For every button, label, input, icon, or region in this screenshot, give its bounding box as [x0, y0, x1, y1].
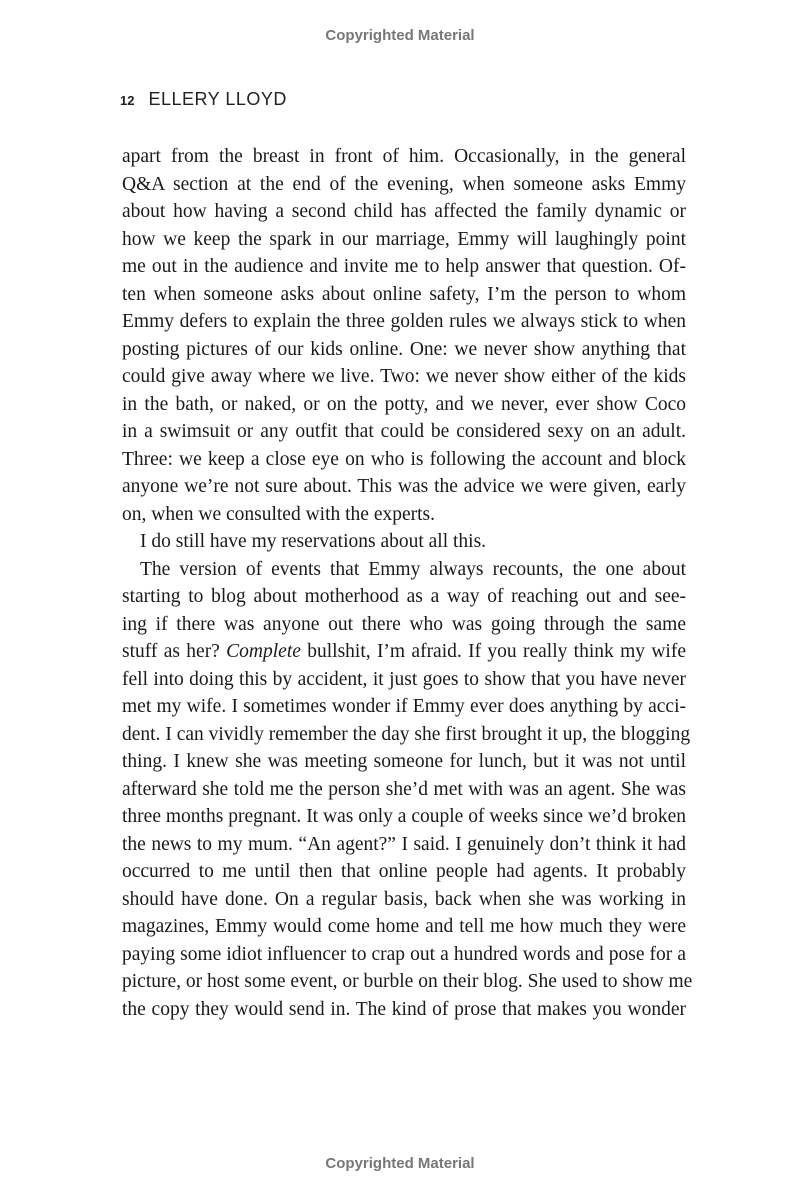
- text-line: The version of events that Emmy always recounts, the one about: [140, 558, 686, 580]
- text-line: anyone we’re not sure about. This was the advice we were given, early: [122, 476, 686, 497]
- text-line: occurred to me until then that online people had agents. It probably: [122, 861, 686, 882]
- copyright-watermark-bottom: Copyrighted Material: [325, 1155, 475, 1172]
- text-line: Q&A section at the end of the evening, when someone asks Emmy: [122, 173, 686, 195]
- text-line: Three: we keep a close eye on who is following the account and block: [122, 448, 686, 470]
- text-line: how we keep the spark in our marriage, Emmy will laughingly point: [122, 228, 686, 250]
- text-line: starting to blog about motherhood as a way of reaching out and see-: [122, 586, 686, 607]
- italic-emphasis: Complete: [226, 641, 301, 662]
- text-line: posting pictures of our kids online. One: we never show anything that: [122, 338, 686, 360]
- text-line: three months pregnant. It was only a couple of weeks since we’d broken: [122, 806, 686, 827]
- text-line: in the bath, or naked, or on the potty, and we never, ever show Coco: [122, 393, 686, 415]
- text-line: picture, or host some event, or burble on their blog. She used to show me: [122, 971, 693, 992]
- text-line: [122, 638, 686, 666]
- text-line: the news to my mum. “An agent?” I said. I genuinely don’t think it had: [122, 833, 686, 855]
- text-line: thing. I knew she was meeting someone for lunch, but it was not until: [122, 751, 686, 772]
- text-line: I do still have my reservations about all this.: [140, 531, 487, 552]
- text-line: ten when someone asks about online safety, I’m the person to whom: [122, 283, 686, 305]
- text-line: met my wife. I sometimes wonder if Emmy ever does anything by acci-: [122, 696, 686, 717]
- text-line: on, when we consulted with the experts.: [122, 503, 436, 525]
- text-line: fell into doing this by accident, it just goes to show that you have never: [122, 668, 686, 690]
- running-header: [120, 89, 287, 110]
- body-text: [122, 143, 693, 1023]
- copyright-watermark-top: Copyrighted Material: [325, 27, 475, 44]
- text-line: about how having a second child has affected the family dynamic or: [122, 201, 686, 222]
- text-line: ing if there was anyone out there who was going through the same: [122, 613, 686, 635]
- text-line: in a swimsuit or any outfit that could be considered sexy on an adult.: [122, 421, 686, 442]
- text-line: dent. I can vividly remember the day she first brought it up, the blogging: [122, 723, 691, 745]
- page-number: 12: [120, 93, 135, 108]
- text-line: apart from the breast in front of him. Occasionally, in the general: [122, 146, 686, 167]
- text-line: should have done. On a regular basis, back when she was working in: [122, 888, 686, 910]
- text-line: me out in the audience and invite me to help answer that question. Of-: [122, 256, 686, 277]
- text-span: bullshit, I’m afraid. If you really think my wife: [300, 641, 686, 662]
- text-line: Emmy defers to explain the three golden rules we always stick to when: [122, 311, 686, 332]
- text-line: paying some idiot influencer to crap out a hundred words and pose for a: [122, 943, 686, 965]
- text-line: the copy they would send in. The kind of prose that makes you wonder: [122, 998, 686, 1020]
- running-title: ELLERY LLOYD: [148, 89, 287, 109]
- text-line: magazines, Emmy would come home and tell me how much they were: [122, 916, 686, 937]
- text-span: stuff as her?: [122, 641, 227, 662]
- text-line: afterward she told me the person she’d met with was an agent. She was: [122, 778, 686, 800]
- text-line: could give away where we live. Two: we never show either of the kids: [122, 366, 686, 387]
